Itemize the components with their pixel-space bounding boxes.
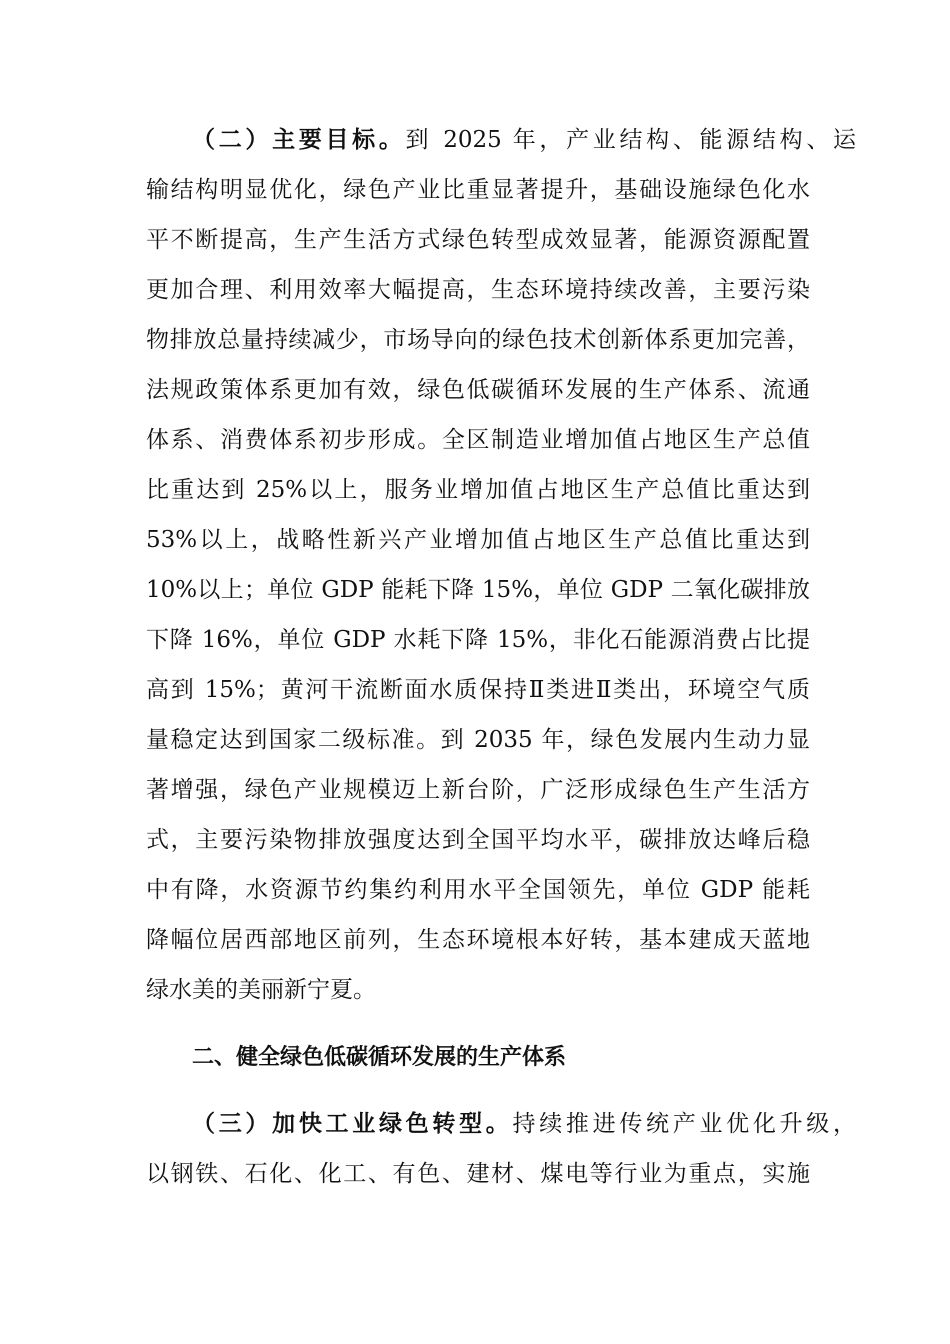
paragraph-line: 著增强，绿色产业规模迈上新台阶，广泛形成绿色生产生活方 <box>146 777 810 803</box>
paragraph-line: 高到 15%；黄河干流断面水质保持Ⅱ类进Ⅱ类出，环境空气质 <box>146 677 810 703</box>
paragraph-line <box>192 122 856 158</box>
paragraph-line: 更加合理、利用效率大幅提高，生态环境持续改善，主要污染 <box>146 277 810 303</box>
paragraph-line: 53%以上，战略性新兴产业增加值占地区生产总值比重达到 <box>146 527 810 553</box>
paragraph-line: 量稳定达到国家二级标准。到 2035 年，绿色发展内生动力显 <box>146 727 810 753</box>
chapter-heading: 二、健全绿色低碳循环发展的生产体系 <box>192 1045 567 1070</box>
paragraph-line: 体系、消费体系初步形成。全区制造业增加值占地区生产总值 <box>146 427 810 453</box>
paragraph-line: 10%以上；单位 GDP 能耗下降 15%，单位 GDP 二氧化碳排放 <box>146 577 810 603</box>
paragraph-line: 物排放总量持续减少，市场导向的绿色技术创新体系更加完善， <box>146 327 810 353</box>
paragraph-line: 输结构明显优化，绿色产业比重显著提升，基础设施绿色化水 <box>146 177 810 203</box>
paragraph-line <box>192 1106 856 1142</box>
paragraph-line: 以钢铁、石化、化工、有色、建材、煤电等行业为重点，实施 <box>146 1161 810 1187</box>
paragraph-line: 降幅位居西部地区前列，生态环境根本好转，基本建成天蓝地 <box>146 927 810 953</box>
paragraph-line: 比重达到 25%以上，服务业增加值占地区生产总值比重达到 <box>146 477 810 503</box>
paragraph-line: 平不断提高，生产生活方式绿色转型成效显著，能源资源配置 <box>146 227 810 253</box>
paragraph-line: 绿水美的美丽新宁夏。 <box>146 977 376 1003</box>
section-title-industry-transition: （三）加快工业绿色转型。 <box>192 1110 513 1137</box>
section-title-main-goals: （二）主要目标。 <box>192 126 406 153</box>
paragraph-line: 式，主要污染物排放强度达到全国平均水平，碳排放达峰后稳 <box>146 827 810 853</box>
paragraph-text: 到 2025 年，产业结构、能源结构、运 <box>405 127 857 153</box>
paragraph-text: 持续推进传统产业优化升级， <box>512 1111 857 1137</box>
paragraph-line: 中有降，水资源节约集约利用水平全国领先，单位 GDP 能耗 <box>146 877 810 903</box>
paragraph-line: 法规政策体系更加有效，绿色低碳循环发展的生产体系、流通 <box>146 377 810 403</box>
paragraph-line: 下降 16%，单位 GDP 水耗下降 15%，非化石能源消费占比提 <box>146 627 810 653</box>
